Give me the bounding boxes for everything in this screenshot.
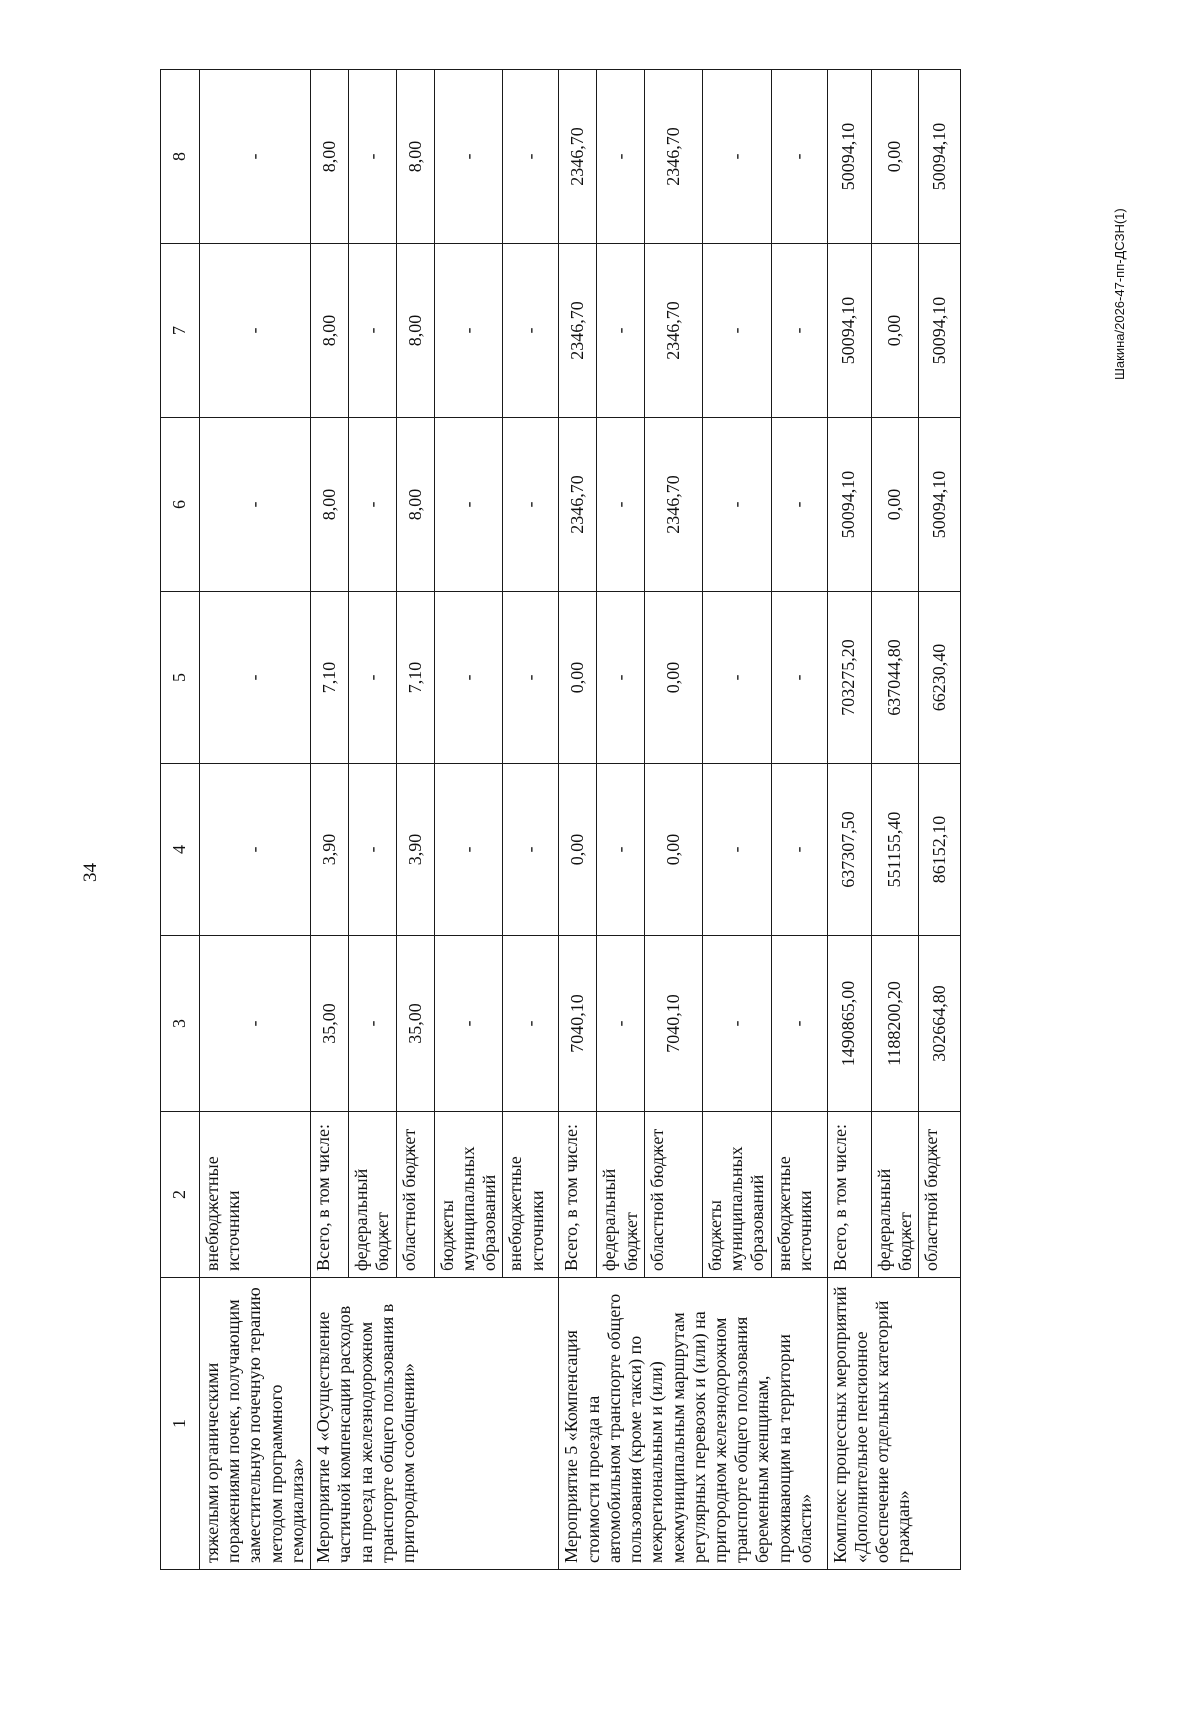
- amount-cell: -: [702, 592, 771, 764]
- funding-source-cell: федеральный бюджет: [871, 1112, 918, 1278]
- amount-cell: 35,00: [311, 936, 349, 1112]
- amount-cell: -: [771, 418, 827, 592]
- amount-cell: -: [597, 70, 644, 244]
- amount-cell: -: [434, 418, 503, 592]
- funding-source-cell: федеральный бюджет: [597, 1112, 644, 1278]
- funding-source-cell: областной бюджет: [396, 1112, 434, 1278]
- funding-source-cell: внебюджетные источники: [200, 1112, 311, 1278]
- amount-cell: 703275,20: [827, 592, 871, 764]
- amount-cell: 637044,80: [871, 592, 918, 764]
- amount-cell: -: [349, 592, 396, 764]
- amount-cell: 50094,10: [827, 418, 871, 592]
- amount-cell: 0,00: [644, 592, 702, 764]
- amount-cell: 50094,10: [827, 244, 871, 418]
- amount-cell: -: [434, 592, 503, 764]
- amount-cell: -: [702, 936, 771, 1112]
- amount-cell: 8,00: [396, 244, 434, 418]
- amount-cell: -: [434, 70, 503, 244]
- amount-cell: -: [771, 764, 827, 936]
- table-row: [559, 70, 597, 1570]
- measure-name-cell: Комплекс процессных мероприятий «Дополнительное пенсионное обеспечение отдельных категорий граждан»: [827, 1278, 960, 1570]
- amount-cell: -: [702, 70, 771, 244]
- financing-table: [160, 69, 961, 1570]
- column-header: 5: [161, 592, 200, 764]
- amount-cell: 2346,70: [644, 244, 702, 418]
- amount-cell: -: [349, 764, 396, 936]
- measure-name-cell: тяжелыми органическими поражениями почек, получающим заместительную почечную терапию методом программного гемодиализа»: [200, 1278, 311, 1570]
- amount-cell: -: [702, 418, 771, 592]
- amount-cell: 66230,40: [918, 592, 960, 764]
- amount-cell: 50094,10: [918, 418, 960, 592]
- amount-cell: 50094,10: [827, 70, 871, 244]
- amount-cell: -: [771, 244, 827, 418]
- amount-cell: 0,00: [559, 592, 597, 764]
- amount-cell: -: [503, 418, 559, 592]
- amount-cell: -: [434, 936, 503, 1112]
- column-header: 6: [161, 418, 200, 592]
- amount-cell: -: [503, 764, 559, 936]
- funding-source-cell: федеральный бюджет: [349, 1112, 396, 1278]
- amount-cell: 0,00: [871, 418, 918, 592]
- amount-cell: -: [597, 244, 644, 418]
- column-number-row: [161, 70, 200, 1570]
- amount-cell: -: [597, 764, 644, 936]
- column-header: 3: [161, 936, 200, 1112]
- amount-cell: 50094,10: [918, 70, 960, 244]
- funding-source-cell: областной бюджет: [918, 1112, 960, 1278]
- amount-cell: 3,90: [311, 764, 349, 936]
- column-header: 8: [161, 70, 200, 244]
- funding-source-cell: бюджеты муниципальных образований: [702, 1112, 771, 1278]
- amount-cell: -: [349, 70, 396, 244]
- amount-cell: 8,00: [396, 418, 434, 592]
- column-header: 7: [161, 244, 200, 418]
- amount-cell: 0,00: [559, 764, 597, 936]
- funding-source-cell: внебюджетные источники: [771, 1112, 827, 1278]
- amount-cell: 50094,10: [918, 244, 960, 418]
- amount-cell: 7040,10: [644, 936, 702, 1112]
- table-row: [827, 70, 871, 1570]
- amount-cell: -: [200, 764, 311, 936]
- amount-cell: -: [597, 418, 644, 592]
- column-header: 4: [161, 764, 200, 936]
- amount-cell: -: [349, 418, 396, 592]
- amount-cell: 0,00: [644, 764, 702, 936]
- amount-cell: 2346,70: [559, 418, 597, 592]
- amount-cell: 302664,80: [918, 936, 960, 1112]
- funding-source-cell: бюджеты муниципальных образований: [434, 1112, 503, 1278]
- amount-cell: -: [434, 764, 503, 936]
- measure-name-cell: Мероприятие 4 «Осуществление частичной компенсации расходов на проезд на железнодорожном транспорте общего пользования в пригородном сообщении»: [311, 1278, 559, 1570]
- amount-cell: 35,00: [396, 936, 434, 1112]
- amount-cell: 551155,40: [871, 764, 918, 936]
- amount-cell: -: [771, 936, 827, 1112]
- document-code: Шакина/2026-47-пп-ДСЗН(1): [1112, 208, 1127, 380]
- amount-cell: -: [503, 936, 559, 1112]
- amount-cell: 2346,70: [644, 418, 702, 592]
- amount-cell: 2346,70: [644, 70, 702, 244]
- column-header: 1: [161, 1278, 200, 1570]
- table-row: [200, 70, 311, 1570]
- funding-source-cell: Всего, в том числе:: [827, 1112, 871, 1278]
- amount-cell: -: [597, 936, 644, 1112]
- amount-cell: 8,00: [311, 244, 349, 418]
- amount-cell: 3,90: [396, 764, 434, 936]
- amount-cell: 637307,50: [827, 764, 871, 936]
- amount-cell: -: [200, 70, 311, 244]
- amount-cell: 8,00: [396, 70, 434, 244]
- amount-cell: -: [200, 592, 311, 764]
- amount-cell: 2346,70: [559, 70, 597, 244]
- column-header: 2: [161, 1112, 200, 1278]
- amount-cell: 1188200,20: [871, 936, 918, 1112]
- measure-name-cell: Мероприятие 5 «Компенсация стоимости проезда на автомобильном транспорте общего пользования (кроме такси) по межрегиональным и (или) межмуниципальным маршрутам регулярных перевозок и (или) на пригородном железнодорожном транспорте общего пользования беременным женщинам, проживающим на территории области»: [559, 1278, 827, 1570]
- amount-cell: -: [200, 244, 311, 418]
- amount-cell: 8,00: [311, 418, 349, 592]
- amount-cell: -: [771, 592, 827, 764]
- amount-cell: 7,10: [396, 592, 434, 764]
- amount-cell: -: [702, 244, 771, 418]
- amount-cell: 7040,10: [559, 936, 597, 1112]
- amount-cell: -: [503, 244, 559, 418]
- amount-cell: -: [503, 592, 559, 764]
- amount-cell: 0,00: [871, 244, 918, 418]
- amount-cell: -: [702, 764, 771, 936]
- table-row: [311, 70, 349, 1570]
- amount-cell: -: [771, 70, 827, 244]
- amount-cell: 7,10: [311, 592, 349, 764]
- funding-source-cell: Всего, в том числе:: [559, 1112, 597, 1278]
- amount-cell: -: [434, 244, 503, 418]
- amount-cell: -: [349, 936, 396, 1112]
- amount-cell: -: [200, 936, 311, 1112]
- amount-cell: 0,00: [871, 70, 918, 244]
- amount-cell: 86152,10: [918, 764, 960, 936]
- page-number: 34: [80, 863, 101, 882]
- amount-cell: 8,00: [311, 70, 349, 244]
- funding-source-cell: Всего, в том числе:: [311, 1112, 349, 1278]
- funding-source-cell: внебюджетные источники: [503, 1112, 559, 1278]
- amount-cell: -: [200, 418, 311, 592]
- amount-cell: 1490865,00: [827, 936, 871, 1112]
- funding-source-cell: областной бюджет: [644, 1112, 702, 1278]
- amount-cell: -: [349, 244, 396, 418]
- amount-cell: -: [597, 592, 644, 764]
- amount-cell: -: [503, 70, 559, 244]
- amount-cell: 2346,70: [559, 244, 597, 418]
